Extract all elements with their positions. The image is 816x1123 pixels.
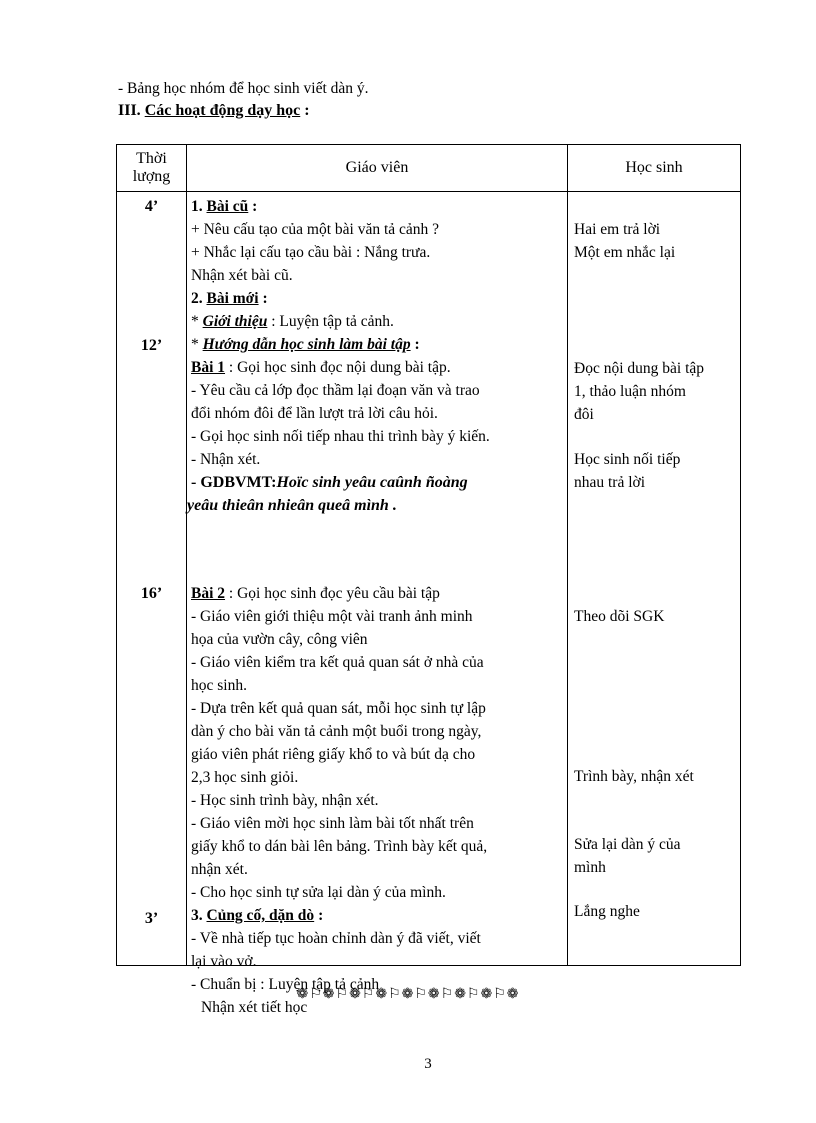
- student-response: Trình bày, nhận xét: [574, 768, 694, 785]
- exercise-2-line: Bài 2 : Gọi học sinh đọc yêu cầu bài tập: [191, 585, 440, 602]
- student-response: nhau trả lời: [574, 474, 646, 491]
- introduction-label: Giới thiệu: [202, 313, 268, 330]
- header-time-line2: lượng: [132, 168, 171, 185]
- list-item: Nhận xét bài cũ.: [191, 267, 293, 284]
- header-student: Học sinh: [568, 145, 741, 192]
- list-item: - Học sinh trình bày, nhận xét.: [191, 792, 379, 809]
- list-item: - Nhận xét.: [191, 451, 261, 468]
- student-response: Học sinh nối tiếp: [574, 451, 681, 468]
- student-response: Lắng nghe: [574, 903, 640, 920]
- list-item: 2,3 học sinh giỏi.: [191, 769, 299, 786]
- exercise-1-line: Bài 1 : Gọi học sinh đọc nội dung bài tập.: [191, 359, 451, 376]
- student-column: [568, 192, 741, 966]
- environment-education-line: - GDBVMT:Hoïc sinh yeâu caûnh ñoàng: [191, 474, 468, 491]
- list-item: giáo viên phát riêng giấy khổ to và bút dạ cho: [191, 746, 476, 763]
- environment-education-label: - GDBVMT:: [191, 474, 277, 491]
- header-time-line1: Thời: [136, 150, 167, 167]
- page-number: 3: [424, 1056, 432, 1072]
- list-item: + Nêu cấu tạo của một bài văn tả cảnh ?: [191, 221, 440, 238]
- section-heading: [118, 102, 310, 120]
- environment-education-cont: yeâu thieân nhieân queâ mình .: [187, 497, 397, 514]
- header-teacher: Giáo viên: [187, 145, 568, 192]
- list-item: - Yêu cầu cả lớp đọc thầm lại đoạn văn và trao: [191, 382, 480, 399]
- list-item: - Giáo viên giới thiệu một vài tranh ảnh minh: [191, 608, 473, 625]
- lesson-table: [116, 144, 741, 1016]
- new-lesson-title: Bài mới: [206, 290, 259, 307]
- guidance-line: * Hướng dẫn học sinh làm bài tập :: [191, 336, 420, 353]
- wrap-up-heading: 3. Củng cố, dặn dò :: [191, 907, 324, 924]
- student-response: Sửa lại dàn ý của: [574, 836, 681, 853]
- teacher-column: [187, 192, 568, 1016]
- old-lesson-heading: 1. Bài cũ :: [191, 198, 258, 215]
- list-item: dàn ý cho bài văn tả cảnh một buổi trong ngày,: [191, 723, 482, 740]
- new-lesson-heading: 2. Bài mới :: [191, 290, 268, 307]
- section-number: III.: [118, 102, 141, 119]
- time-wrap-up: 3’: [144, 910, 159, 927]
- student-response: Theo dõi SGK: [574, 608, 665, 625]
- list-item: đổi nhóm đôi để lần lượt trả lời câu hỏi.: [191, 405, 438, 422]
- student-response: Đọc nội dung bài tập: [574, 360, 705, 377]
- student-response: Một em nhắc lại: [574, 244, 676, 261]
- exercise-2-label: Bài 2: [191, 585, 226, 602]
- list-item: - Giáo viên mời học sinh làm bài tốt nhất trên: [191, 815, 474, 832]
- section-colon: :: [300, 102, 310, 119]
- list-item: - Chuẩn bị : Luyện tập tả cảnh: [191, 976, 380, 993]
- old-lesson-title: Bài cũ: [206, 198, 249, 215]
- exercise-1-label: Bài 1: [191, 359, 226, 376]
- table-body-row: [117, 192, 741, 966]
- student-response: 1, thảo luận nhóm: [574, 383, 686, 400]
- table-header-row: [117, 145, 741, 192]
- wrap-up-title: Củng cố, dặn dò: [206, 907, 315, 924]
- time-new-lesson: 12’: [140, 337, 163, 354]
- materials-line: - Bảng học nhóm để học sinh viết dàn ý.: [118, 80, 369, 97]
- list-item: nhận xét.: [191, 861, 248, 878]
- introduction-line: * Giới thiệu : Luyện tập tả cảnh.: [191, 313, 394, 330]
- student-response: Hai em trả lời: [574, 221, 661, 238]
- list-item: họa của vườn cây, công viên: [191, 631, 368, 648]
- list-item: lại vào vở.: [191, 953, 257, 970]
- time-column: [117, 192, 187, 966]
- student-response: đôi: [574, 406, 594, 423]
- time-exercise-2: 16’: [140, 585, 163, 602]
- list-item: - Giáo viên kiểm tra kết quả quan sát ở nhà của: [191, 654, 484, 671]
- list-item: - Gọi học sinh nối tiếp nhau thi trình bày ý kiến.: [191, 428, 490, 445]
- section-title: Các hoạt động dạy học: [144, 102, 301, 119]
- list-item: giấy khổ to dán bài lên bảng. Trình bày kết quả,: [191, 838, 488, 855]
- list-item: học sinh.: [191, 677, 247, 694]
- header-time: [117, 145, 187, 192]
- list-item: + Nhắc lại cấu tạo cầu bài : Nắng trưa.: [191, 244, 431, 261]
- list-item: - Dựa trên kết quả quan sát, mỗi học sinh tự lập: [191, 700, 486, 717]
- decorative-divider: ❁⚐❁⚐❁⚐❁⚐❁⚐❁⚐❁⚐❁⚐❁: [296, 987, 520, 1002]
- guidance-label: Hướng dẫn học sinh làm bài tập: [202, 336, 411, 353]
- student-response: mình: [574, 859, 606, 876]
- list-item: - Cho học sinh tự sửa lại dàn ý của mình.: [191, 884, 446, 901]
- time-old-lesson: 4’: [144, 198, 159, 215]
- list-item: - Về nhà tiếp tục hoàn chỉnh dàn ý đã viết, viết: [191, 930, 481, 947]
- list-item: Nhận xét tiết học: [201, 999, 308, 1016]
